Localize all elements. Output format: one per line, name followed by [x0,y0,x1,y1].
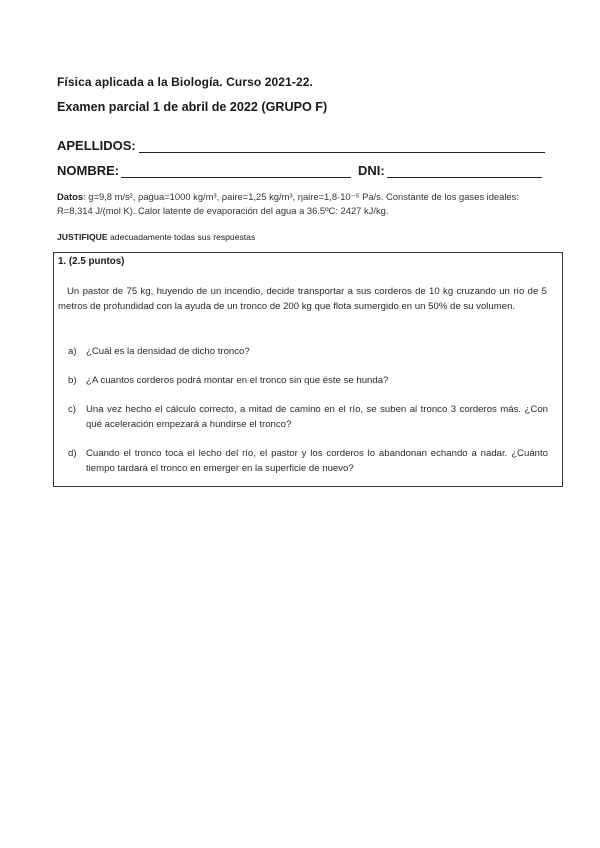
question-item-a [68,345,548,360]
item-label: a) [68,346,77,357]
item-text: ¿A cuantos corderos podrá montar en el tronco sin que éste se hunda? [86,375,389,386]
instructions [57,232,255,242]
datos-text [57,190,545,218]
question-intro: Un pastor de 75 kg, huyendo de un incendio, decide transportar a sus corderos de 10 kg cruzando un río de 5 metros de profundidad con la ayuda de un tronco de 200 kg que flota sumergido en un 50% de su volumen. [58,286,547,312]
instructions-emphasis: JUSTIFIQUE [57,232,108,242]
question-item-b [68,374,548,389]
item-text: Una vez hecho el cálculo correcto, a mitad de camino en el río, se suben al tronco 3 corderos más. ¿Con qué aceleración empezará a hundirse el tronco? [86,404,548,430]
exam-title: Examen parcial 1 de abril de 2022 (GRUPO F) [57,100,328,114]
dni-label: DNI: [358,163,385,178]
instructions-rest: adecuadamente todas sus respuestas [107,232,256,242]
question-heading: 1. (2.5 puntos) [58,256,125,267]
apellidos-label: APELLIDOS: [57,138,136,153]
question-item-d [68,447,548,476]
nombre-line[interactable] [121,177,351,178]
item-text: ¿Cuál es la densidad de dicho tronco? [86,346,250,357]
datos-values: : g=9,8 m/s², ρagua=1000 kg/m³, ρaire=1,25 kg/m³, ηaire=1,8·10⁻⁵ Pa/s. Constante de los gases ideales: R=8,314 J/(mol K). Calor latente de evaporación del agua a 36.5ºC: 2427 kJ/kg. [57,191,519,216]
dni-line[interactable] [387,177,542,178]
item-text: Cuando el tronco toca el lecho del río, el pastor y los corderos lo abandonan echando a nadar. ¿Cuánto tiempo tardará el tronco en emerger en la superficie de nuevo? [86,448,548,474]
item-label: b) [68,375,77,386]
item-label: d) [68,448,77,459]
item-label: c) [68,404,76,415]
apellidos-line[interactable] [139,152,545,153]
nombre-label: NOMBRE: [57,163,120,178]
question-item-c [68,403,548,432]
course-title: Física aplicada a la Biología. Curso 2021-22. [57,75,313,89]
datos-label: Datos [57,191,84,202]
